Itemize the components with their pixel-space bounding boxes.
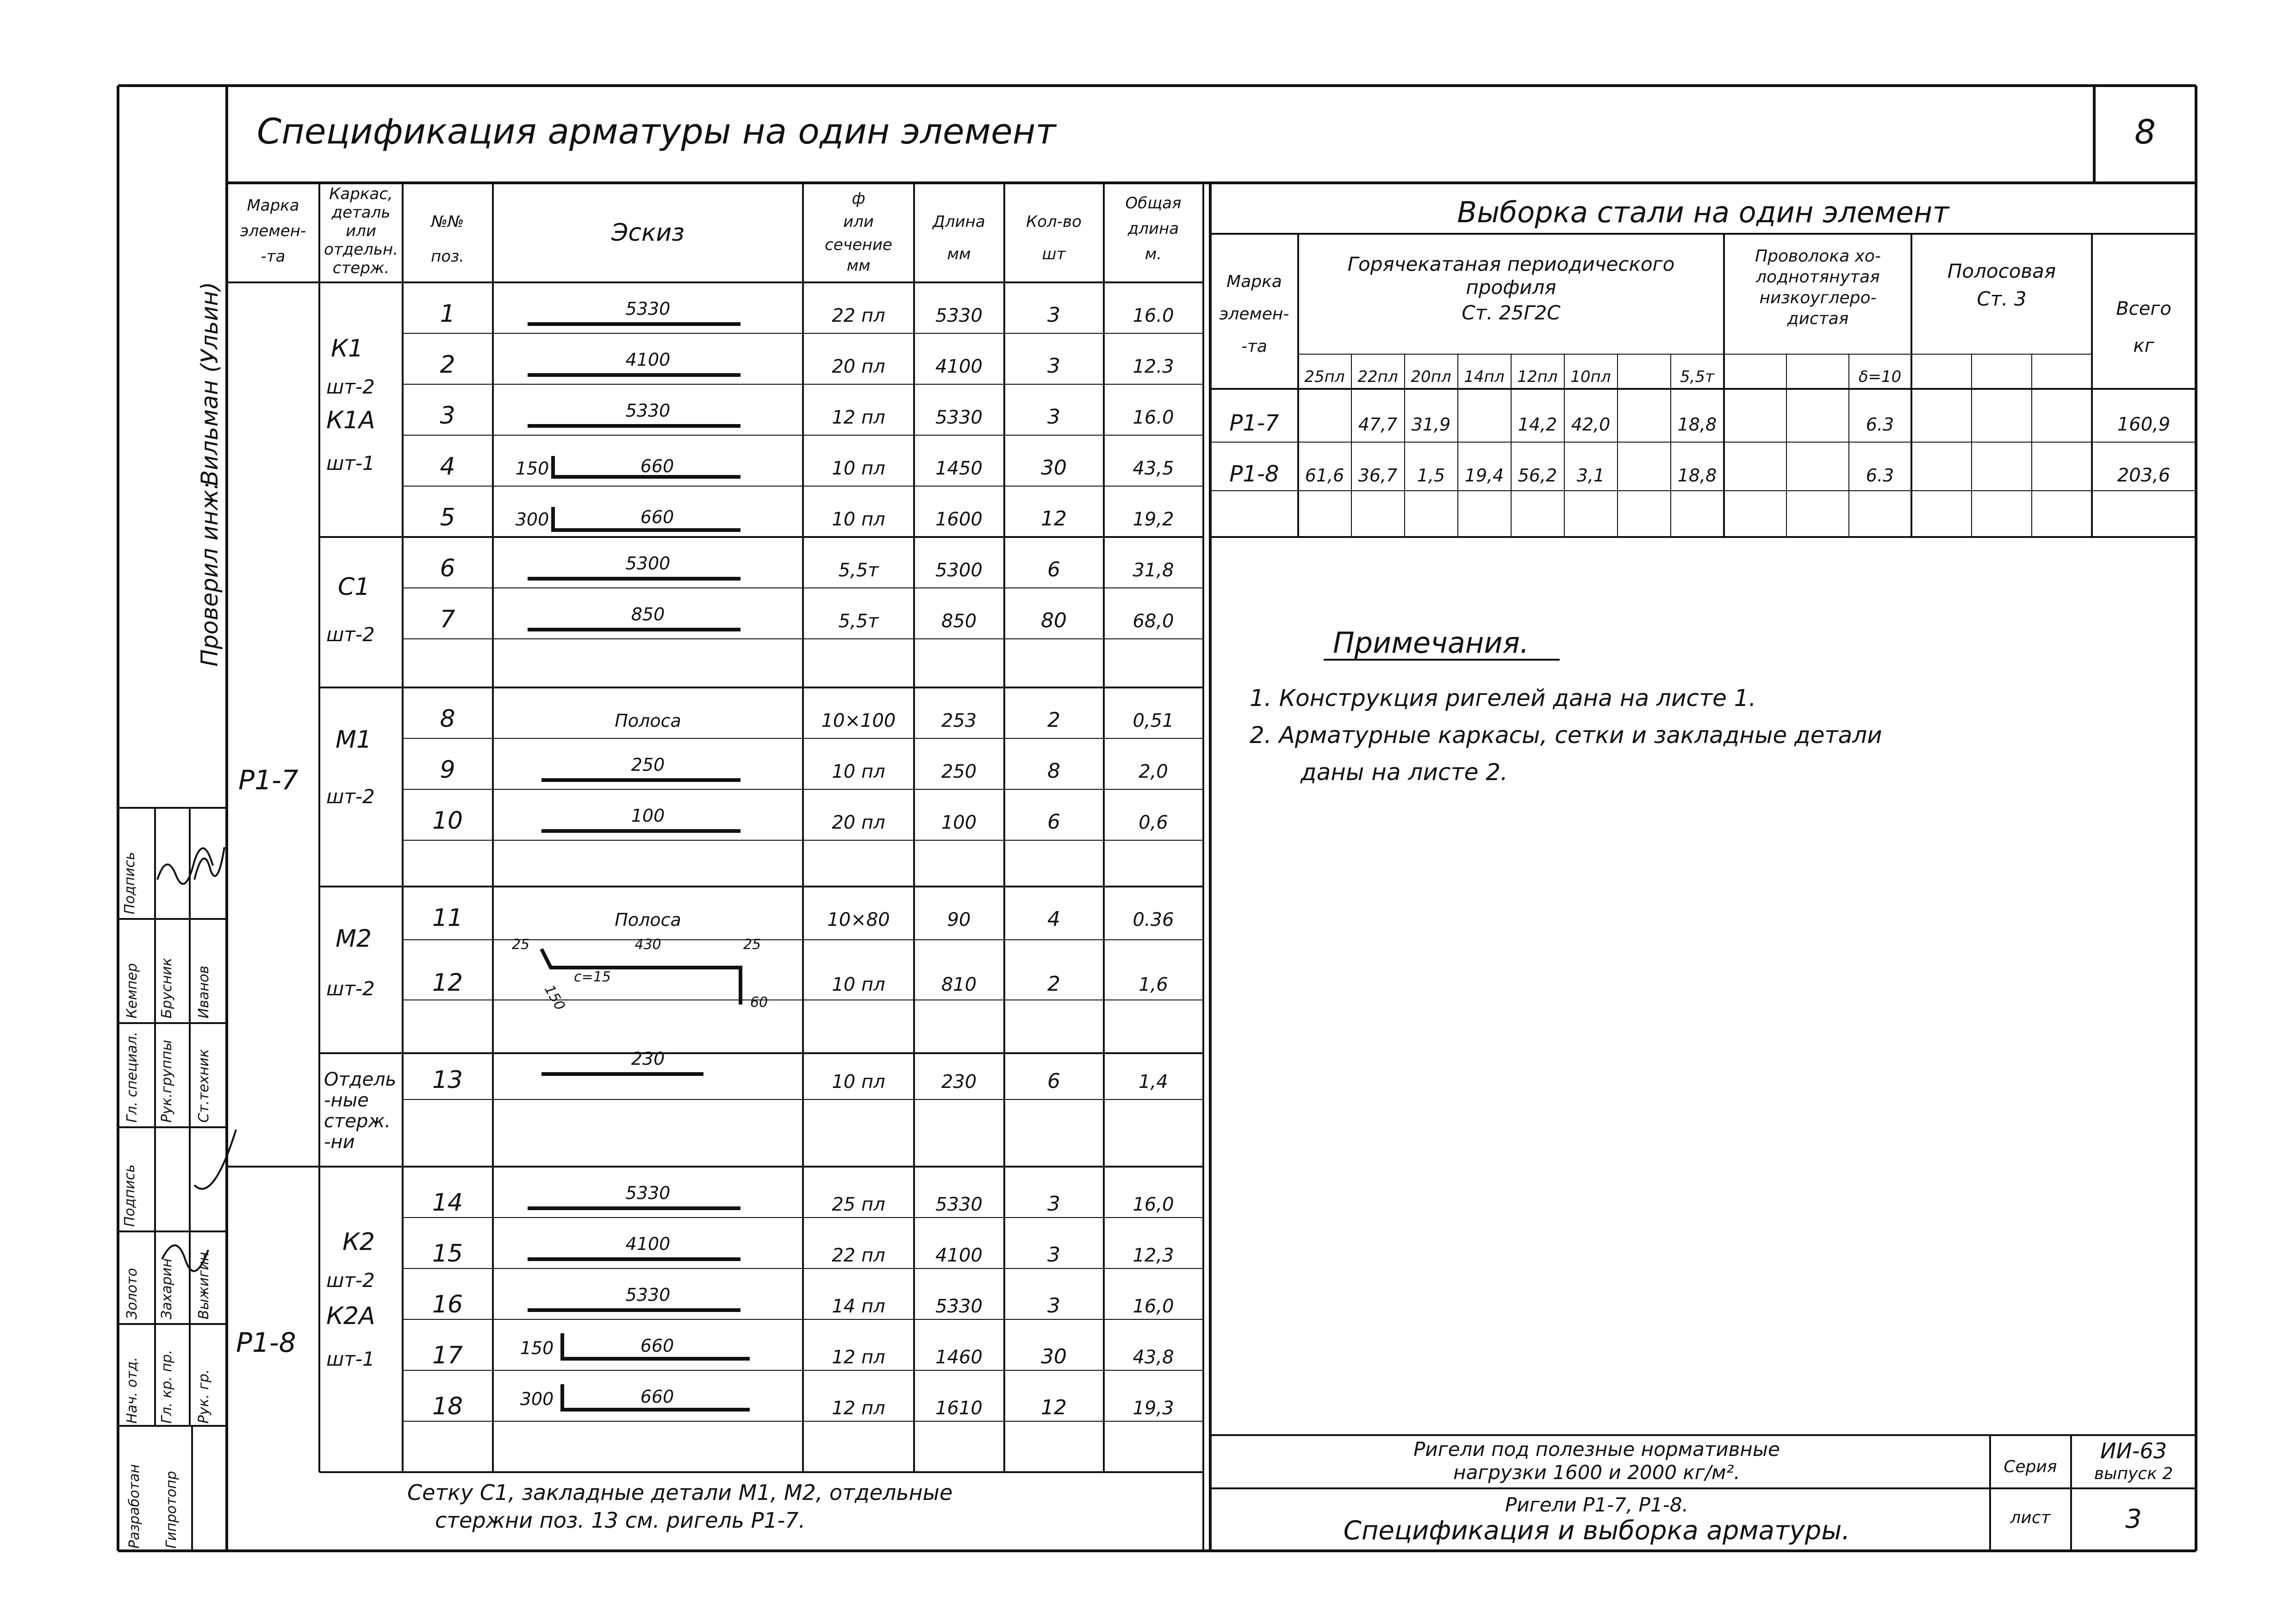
checked-label: Проверил инж: xyxy=(196,481,223,667)
sidebar-c2-1: Рук.группы xyxy=(159,1040,175,1123)
dia-cell: 10 пл xyxy=(832,974,885,995)
svg-text:150: 150 xyxy=(515,458,549,479)
notes-item-2: 2. Арматурные каркасы, сетки и закладные детали xyxy=(1250,722,1882,749)
length-cell: 250 xyxy=(941,761,977,782)
qty-cell: 2 xyxy=(1047,972,1060,996)
steel-total-0: Всего xyxy=(2116,298,2172,319)
dia-cell: 10×100 xyxy=(821,710,896,731)
footnote-0: Сетку С1, закладные детали М1, М2, отдельные xyxy=(407,1480,953,1505)
total-cell: 2,0 xyxy=(1139,761,1168,782)
sidebar-c1-2: Иванов xyxy=(196,965,212,1018)
checked-name: Вильман (Ульин) xyxy=(196,281,223,486)
stamp-sheet-label: лист xyxy=(2010,1508,2051,1527)
svg-text:660: 660 xyxy=(640,456,674,476)
dia-cell: 5,5т xyxy=(838,560,879,581)
length-cell: 90 xyxy=(947,909,971,931)
steel-subheaders xyxy=(1304,368,1901,386)
hdr-num-0: №№ xyxy=(431,212,464,231)
svg-text:660: 660 xyxy=(640,507,674,527)
hdr-dia-3: мм xyxy=(846,256,871,275)
steel-row-value: 56,2 xyxy=(1518,465,1557,486)
qty-cell: 6 xyxy=(1047,1069,1060,1093)
steel-row-value: 6.3 xyxy=(1866,414,1894,435)
hdr-mark-1: элемен- xyxy=(240,222,306,240)
length-cell: 4100 xyxy=(935,1245,983,1266)
sidebar-c5-1: Гл. кр. пр. xyxy=(159,1349,175,1424)
notes-title: Примечания. xyxy=(1333,626,1529,660)
sidebar-c4-1: Захарин xyxy=(159,1258,175,1319)
pos-cell: 12 xyxy=(432,969,463,997)
pos-cell: 17 xyxy=(432,1342,463,1369)
pos-cell: 9 xyxy=(440,756,455,784)
svg-text:c=15: c=15 xyxy=(574,969,611,985)
svg-text:5330: 5330 xyxy=(625,1285,671,1305)
qty-cell: 3 xyxy=(1047,303,1060,327)
spec-table xyxy=(227,183,1203,1551)
title-stamp xyxy=(1210,1435,2196,1551)
sidebar-c2-2: Ст.техник xyxy=(196,1049,212,1123)
notes-item-2-cont: даны на листе 2. xyxy=(1300,759,1508,786)
sidebar-bottom-1: Гипротопр xyxy=(163,1471,180,1549)
mark-p17: Р1-7 xyxy=(238,764,299,796)
steel-row-value: 31,9 xyxy=(1411,414,1451,435)
steel-hot-0: Горячекатаная периодического xyxy=(1347,253,1675,275)
dia-cell: 20 пл xyxy=(832,356,885,377)
steel-row-value: 18,8 xyxy=(1677,465,1717,486)
total-cell: 16,0 xyxy=(1132,1296,1174,1317)
length-cell: 1600 xyxy=(935,509,983,530)
spec-title: Спецификация арматуры на один элемент xyxy=(257,111,1056,152)
qty-cell: 3 xyxy=(1047,354,1060,378)
hdr-dia-1: или xyxy=(843,212,874,231)
sidebar-head-0: Подпись xyxy=(122,852,138,914)
pos-cell: 13 xyxy=(432,1066,463,1094)
group-m1: М1 xyxy=(336,726,372,754)
svg-text:150: 150 xyxy=(520,1338,554,1358)
steel-subheader: 25пл xyxy=(1304,368,1345,386)
svg-text:Полоса: Полоса xyxy=(615,711,681,731)
svg-text:5330: 5330 xyxy=(625,1183,671,1203)
steel-subheader: 12пл xyxy=(1517,368,1558,386)
steel-wire-1: лоднотянутая xyxy=(1756,268,1880,287)
dia-cell: 12 пл xyxy=(832,1347,885,1368)
steel-row-mark: Р1-8 xyxy=(1229,461,1279,487)
length-cell: 230 xyxy=(941,1071,977,1093)
length-cell: 5330 xyxy=(935,1296,983,1317)
steel-wire-2: низкоуглеро- xyxy=(1759,288,1877,307)
hdr-total-0: Общая xyxy=(1125,194,1182,212)
dia-cell: 22 пл xyxy=(832,1245,885,1266)
notes-item-1: 1. Конструкция ригелей дана на листе 1. xyxy=(1250,685,1756,712)
pos-cell: 18 xyxy=(432,1393,463,1420)
steel-row-value: 47,7 xyxy=(1358,414,1398,435)
qty-cell: 12 xyxy=(1041,507,1067,531)
sketches xyxy=(512,299,768,1410)
steel-subheader: δ=10 xyxy=(1858,368,1902,386)
svg-text:660: 660 xyxy=(640,1387,674,1407)
stamp-seria: ИИ-63 xyxy=(2100,1438,2167,1463)
total-cell: 1,4 xyxy=(1139,1071,1168,1093)
length-cell: 5330 xyxy=(935,305,983,326)
svg-text:4100: 4100 xyxy=(625,1234,671,1254)
hdr-mark-2: -та xyxy=(261,247,286,266)
group-k2a-qty: шт-1 xyxy=(326,1348,375,1370)
pos-cell: 5 xyxy=(440,504,455,531)
length-cell: 5330 xyxy=(935,407,983,428)
svg-text:Полоса: Полоса xyxy=(615,910,681,930)
hdr-frame-0: Каркас, xyxy=(329,185,393,203)
steel-row-value: 42,0 xyxy=(1571,414,1611,435)
hdr-num-1: поз. xyxy=(431,247,464,266)
group-k2-qty: шт-2 xyxy=(326,1269,375,1292)
total-cell: 1,6 xyxy=(1139,974,1168,995)
length-cell: 5330 xyxy=(935,1194,983,1215)
hdr-frame-2: или xyxy=(346,222,376,240)
length-cell: 810 xyxy=(941,974,977,995)
svg-text:5330: 5330 xyxy=(625,400,671,421)
group-m2: М2 xyxy=(336,925,372,953)
steel-subheader: 10пл xyxy=(1570,368,1611,386)
qty-cell: 2 xyxy=(1047,708,1060,732)
hdr-sketch: Эскиз xyxy=(611,219,684,247)
qty-cell: 30 xyxy=(1041,1345,1067,1368)
hdr-dia-2: сечение xyxy=(825,236,892,254)
pos-cell: 15 xyxy=(432,1240,463,1268)
group-sep-0: Отдель xyxy=(324,1069,397,1090)
length-cell: 100 xyxy=(941,812,977,833)
dia-cell: 10 пл xyxy=(832,509,885,530)
sidebar-c1-1: Брусник xyxy=(159,957,175,1018)
svg-text:25: 25 xyxy=(743,937,761,953)
total-cell: 12,3 xyxy=(1132,1245,1174,1266)
hdr-len-0: Длина xyxy=(933,212,985,231)
svg-text:25: 25 xyxy=(511,937,530,953)
total-cell: 0,51 xyxy=(1132,710,1174,731)
qty-cell: 3 xyxy=(1047,405,1060,429)
length-cell: 1460 xyxy=(935,1347,983,1368)
steel-row-mark: Р1-7 xyxy=(1229,410,1279,436)
total-cell: 0.36 xyxy=(1132,909,1174,931)
sidebar-c5-2: Рук. гр. xyxy=(196,1369,212,1424)
qty-cell: 3 xyxy=(1047,1243,1060,1267)
pos-cell: 16 xyxy=(432,1291,463,1318)
group-c1-qty: шт-2 xyxy=(326,623,375,646)
group-k1a-qty: шт-1 xyxy=(326,452,375,475)
steel-row-value: 36,7 xyxy=(1358,465,1398,486)
steel-mark-1: элемен- xyxy=(1219,305,1289,324)
group-c1: С1 xyxy=(338,573,370,601)
steel-table xyxy=(1210,195,2196,537)
qty-cell: 80 xyxy=(1041,609,1067,632)
steel-row-value: 19,4 xyxy=(1464,465,1504,486)
steel-subheader: 20пл xyxy=(1411,368,1451,386)
total-cell: 19,2 xyxy=(1132,509,1174,530)
steel-row-value: 1,5 xyxy=(1417,465,1445,486)
steel-subheader: 22пл xyxy=(1357,368,1398,386)
group-k1: К1 xyxy=(331,335,364,362)
group-sep-2: стерж. xyxy=(324,1111,391,1132)
hdr-len-1: мм xyxy=(947,245,971,263)
steel-mark-2: -та xyxy=(1241,337,1268,356)
pos-cell: 8 xyxy=(440,705,455,733)
stamp-sheet: 3 xyxy=(2125,1504,2142,1534)
signature-4 xyxy=(194,1130,236,1189)
svg-text:100: 100 xyxy=(631,806,665,826)
signature-1 xyxy=(157,848,213,884)
sidebar-c4-2: Выжигин xyxy=(196,1252,212,1319)
pos-cell: 11 xyxy=(432,904,463,932)
stamp-desc-1: нагрузки 1600 и 2000 кг/м². xyxy=(1453,1461,1740,1484)
notes xyxy=(1250,626,1882,786)
steel-rows xyxy=(1229,410,2170,487)
group-k1-qty: шт-2 xyxy=(326,375,375,398)
stamp-title-big: Спецификация и выборка арматуры. xyxy=(1343,1516,1850,1546)
qty-cell: 4 xyxy=(1047,907,1060,931)
hdr-frame-3: отдельн. xyxy=(324,240,398,259)
steel-subheader: 14пл xyxy=(1464,368,1505,386)
total-cell: 43,8 xyxy=(1132,1347,1174,1368)
group-k2: К2 xyxy=(342,1228,375,1256)
sidebar-bottom-0: Разработан xyxy=(126,1464,143,1549)
pos-cell: 3 xyxy=(440,402,455,430)
dia-cell: 12 пл xyxy=(832,407,885,428)
steel-row-value: 61,6 xyxy=(1305,465,1344,486)
svg-text:230: 230 xyxy=(631,1049,665,1069)
group-m2-qty: шт-2 xyxy=(326,977,375,1000)
svg-text:250: 250 xyxy=(631,755,665,775)
pos-cell: 1 xyxy=(440,300,455,328)
hdr-qty-0: Кол-во xyxy=(1026,212,1082,231)
hdr-total-1: длина xyxy=(1127,219,1179,238)
pos-cell: 10 xyxy=(432,807,463,835)
steel-title: Выборка стали на один элемент xyxy=(1457,195,1949,229)
dia-cell: 20 пл xyxy=(832,812,885,833)
qty-cell: 3 xyxy=(1047,1294,1060,1318)
group-sep-1: -ные xyxy=(324,1090,369,1111)
total-cell: 16,0 xyxy=(1132,1194,1174,1215)
pos-cell: 14 xyxy=(432,1189,463,1217)
stamp-desc-0: Ригели под полезные нормативные xyxy=(1413,1438,1780,1461)
hdr-qty-1: шт xyxy=(1042,245,1066,263)
sidebar-c1-0: Кемпер xyxy=(124,963,140,1018)
qty-cell: 12 xyxy=(1041,1396,1067,1419)
qty-cell: 3 xyxy=(1047,1192,1060,1216)
steel-row-value: 6.3 xyxy=(1866,465,1894,486)
steel-hot-2: Ст. 25Г2С xyxy=(1462,301,1561,324)
mark-p18: Р1-8 xyxy=(236,1327,296,1358)
steel-wire-3: дистая xyxy=(1787,309,1849,328)
svg-text:300: 300 xyxy=(515,509,549,530)
qty-cell: 8 xyxy=(1047,759,1060,783)
group-k2a: К2А xyxy=(326,1302,375,1330)
sidebar-c5-0: Нач. отд. xyxy=(124,1357,140,1424)
svg-text:150: 150 xyxy=(541,982,568,1013)
sidebar-c2-0: Гл. специал. xyxy=(124,1031,140,1123)
pos-cell: 6 xyxy=(440,555,455,582)
total-cell: 19,3 xyxy=(1132,1398,1174,1419)
svg-text:5300: 5300 xyxy=(625,553,671,574)
svg-text:850: 850 xyxy=(631,604,665,625)
dia-cell: 22 пл xyxy=(832,305,885,326)
steel-hot-1: профиля xyxy=(1466,276,1556,299)
svg-text:60: 60 xyxy=(750,994,768,1011)
total-cell: 0,6 xyxy=(1139,812,1168,833)
dia-cell: 25 пл xyxy=(832,1194,885,1215)
svg-text:4100: 4100 xyxy=(625,350,671,370)
steel-row-total: 203,6 xyxy=(2117,465,2171,486)
dia-cell: 10 пл xyxy=(832,1071,885,1093)
sidebar-c4-0: Золото xyxy=(124,1268,140,1319)
dia-cell: 10 пл xyxy=(832,761,885,782)
pos-cell: 2 xyxy=(440,351,455,379)
length-cell: 1450 xyxy=(935,458,983,479)
stamp-seria-label: Серия xyxy=(2004,1457,2057,1476)
group-sep-3: -ни xyxy=(324,1131,355,1153)
svg-text:300: 300 xyxy=(520,1389,554,1409)
pos-cell: 4 xyxy=(440,453,455,481)
svg-text:5330: 5330 xyxy=(625,299,671,319)
qty-cell: 6 xyxy=(1047,558,1060,581)
hdr-frame-4: стерж. xyxy=(332,259,390,277)
page-number: 8 xyxy=(2134,112,2156,151)
total-cell: 16.0 xyxy=(1132,305,1174,326)
sidebar-head-3: Подпись xyxy=(122,1164,138,1227)
steel-wire-0: Проволока хо- xyxy=(1755,247,1881,266)
dia-cell: 10 пл xyxy=(832,458,885,479)
dia-cell: 5,5т xyxy=(838,611,879,632)
dia-cell: 12 пл xyxy=(832,1398,885,1419)
steel-subheader: 5,5т xyxy=(1680,368,1714,386)
dia-cell: 10×80 xyxy=(827,909,890,931)
steel-row-value: 18,8 xyxy=(1677,414,1717,435)
length-cell: 253 xyxy=(941,710,977,731)
length-cell: 1610 xyxy=(935,1398,983,1419)
pos-cell: 7 xyxy=(440,606,455,633)
total-cell: 68,0 xyxy=(1132,611,1174,632)
qty-cell: 30 xyxy=(1041,456,1067,480)
length-cell: 5300 xyxy=(935,560,983,581)
steel-row-value: 3,1 xyxy=(1576,465,1605,486)
total-cell: 43,5 xyxy=(1132,458,1174,479)
sidebar xyxy=(118,282,236,1551)
group-m1-qty: шт-2 xyxy=(326,785,375,808)
dia-cell: 14 пл xyxy=(832,1296,885,1317)
stamp-title-small: Ригели Р1-7, Р1-8. xyxy=(1505,1493,1688,1516)
total-cell: 12.3 xyxy=(1132,356,1174,377)
steel-mark-0: Марка xyxy=(1226,272,1282,291)
steel-strip-1: Ст. 3 xyxy=(1977,287,2027,310)
hdr-frame-1: деталь xyxy=(331,203,391,222)
svg-text:430: 430 xyxy=(635,937,661,953)
hdr-total-2: м. xyxy=(1145,245,1162,263)
total-cell: 31,8 xyxy=(1132,560,1174,581)
steel-row-total: 160,9 xyxy=(2117,414,2171,435)
footnote-1: стержни поз. 13 см. ригель Р1-7. xyxy=(435,1508,806,1533)
steel-row-value: 14,2 xyxy=(1518,414,1557,435)
svg-text:660: 660 xyxy=(640,1336,674,1356)
length-cell: 850 xyxy=(941,611,977,632)
stamp-vypusk: выпуск 2 xyxy=(2094,1464,2173,1483)
group-k1a: К1А xyxy=(326,406,375,434)
qty-cell: 6 xyxy=(1047,810,1060,834)
hdr-dia-0: ф xyxy=(852,189,865,208)
hdr-mark-0: Марка xyxy=(247,196,299,215)
total-cell: 16.0 xyxy=(1132,407,1174,428)
steel-strip-0: Полосовая xyxy=(1947,260,2056,282)
length-cell: 4100 xyxy=(935,356,983,377)
steel-total-1: кг xyxy=(2133,335,2154,356)
